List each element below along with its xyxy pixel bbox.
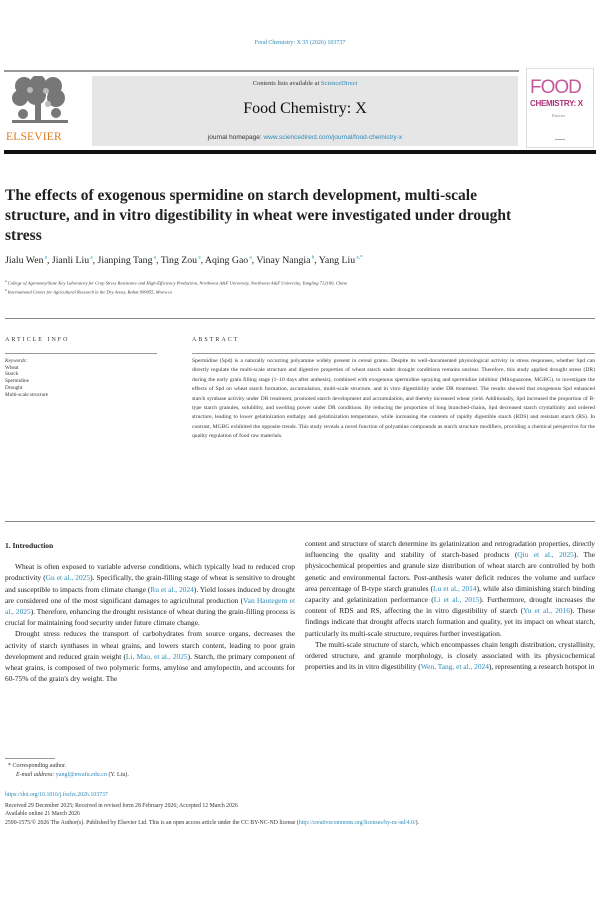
author-name[interactable]: Jianli Liu (51, 255, 90, 266)
affiliation-marker[interactable]: b (310, 255, 315, 261)
citation-link[interactable]: Van Hautegem et al., 2025 (5, 595, 295, 617)
elsevier-logo[interactable] (6, 76, 76, 146)
footnotes (8, 762, 129, 780)
license-suffix: ). (415, 819, 419, 826)
homepage-line (92, 134, 518, 141)
divider (192, 353, 595, 354)
affiliation-marker[interactable]: a (197, 255, 201, 261)
citation-link[interactable]: Yu et al., 2016 (523, 606, 570, 616)
affiliation-marker[interactable]: a (248, 255, 252, 261)
contents-prefix: Contents lists available at (252, 80, 321, 87)
divider (5, 521, 595, 522)
citation-link[interactable]: Ru et al., 2024 (150, 584, 194, 594)
contents-line (92, 80, 518, 87)
article-info-heading: ARTICLE INFO (5, 337, 70, 343)
affiliation-marker[interactable]: a (89, 255, 93, 261)
license-link[interactable]: http://creativecommons.org/licenses/by-nc-nd/4.0/ (298, 819, 416, 826)
masthead (4, 64, 596, 154)
available-online: Available online 21 March 2026 (5, 811, 80, 818)
journal-citation-link[interactable]: Food Chemistry: X 35 (2026) 103737 (254, 40, 346, 46)
author-name[interactable]: Aqing Gao (204, 255, 249, 266)
received-dates: Received 29 December 2025; Received in revised form 28 February 2026; Accepted 12 March 2026 (5, 802, 238, 809)
author-name[interactable]: Yang Liu (318, 255, 356, 266)
email-suffix: (Y. Liu). (106, 772, 129, 778)
corresponding-author-note: * Corresponding author. (8, 763, 67, 769)
affiliation-marker[interactable]: a,* (355, 255, 363, 261)
paragraph: Wheat is often exposed to variable adverse conditions, which typically lead to reduced crop productivity (Gu et al., 2025). Specifically, the grain-filling stage of wheat is sensitive to drought and susceptible to impacts from climate change (Ru et al., 2024). Yield losses induced by drought are considered one of the most significant damages to agricultural production (Van Hautegem et al., 2025). Therefore, enhancing the drought resistance of wheat during the grain-filling process is crucial for maintaining food security under future climate change. (5, 562, 296, 628)
masthead-divider (4, 150, 596, 154)
journal-title: Food Chemistry: X (243, 100, 367, 117)
citation-link[interactable]: Wen, Tang, et al., 2024 (420, 662, 489, 672)
section-heading-introduction: 1. Introduction (5, 541, 54, 550)
sciencedirect-link[interactable]: ScienceDirect (320, 80, 358, 87)
affiliation-marker: b (5, 287, 8, 292)
citation-link[interactable]: Li et al., 2015 (433, 595, 480, 605)
homepage-prefix: journal homepage: (207, 134, 264, 141)
cover-mark (555, 139, 565, 140)
cover-title-chemistry: CHEMISTRY: X (530, 99, 583, 108)
keyword: Spermidine (5, 378, 29, 385)
affiliation: $^a$ College of Agronomy/State Key Laboratory for Crop Stress Resistance and High-Efficiency Production, Northwest A&F University, Northwest A&F University, Yangling 712100, China (5, 279, 347, 286)
elsevier-wordmark: ELSEVIER (6, 131, 62, 143)
keyword: Multi-scale structure (5, 391, 49, 398)
keyword: Starch (5, 371, 19, 378)
citation-link[interactable]: Qiu et al., 2025 (517, 550, 574, 560)
email-line (8, 771, 129, 780)
affiliation-marker[interactable]: a (43, 255, 47, 261)
journal-homepage-link[interactable]: www.sciencedirect.com/journal/food-chemistry-x (263, 134, 403, 141)
affiliation-marker: a (5, 279, 8, 283)
affiliation: $^b$ International Center for Agricultural Research in the Dry Areas, Rabat 999055, Morocco (5, 287, 173, 295)
keyword: Wheat (5, 364, 19, 371)
license-text: 2590-1575/© 2026 The Author(s). Published by Elsevier Ltd. This is an open access article under the CC BY-NC-ND license ( (5, 819, 299, 826)
article-title: The effects of exogenous spermidine on starch development, multi-scale structure, and in vitro digestibility in wheat were investigated under drought stress (5, 187, 512, 244)
citation-link[interactable]: Gu et al., 2025 (45, 573, 91, 583)
author-name[interactable]: Jianping Tang (97, 255, 153, 266)
elsevier-tree-icon (8, 76, 72, 128)
body-column-right (305, 538, 595, 672)
author-name[interactable]: Jialu Wen (5, 255, 44, 266)
divider (5, 318, 595, 319)
paragraph: content and structure of starch determine its gelatinization and retrogradation properties, directly influencing the quality and stability of starch-based products (Qiu et al., 2025). The physicochemical properties and granule size distribution of wheat starch are controlled by both genetic and environmental factors. Post-anthesis water deficit reduces the volume and surface area percentage of B-type starch granules (Lu et al., 2014), while also diminishing starch binding capacity and gelatinization performance (Li et al., 2015). Furthermore, drought increases the content of RDS and RS, affecting the in vitro digestibility of starch (Yu et al., 2016). These findings indicate that drought affects starch formation and quality, yet its impact on wheat starch, particularly its multi-scale structure, requires further investigation. (305, 539, 596, 638)
license-line (5, 819, 595, 828)
divider (4, 70, 519, 72)
author-name[interactable]: Ting Zou (160, 255, 198, 266)
doi-link[interactable]: https://doi.org/10.1016/j.fochx.2026.103737 (5, 792, 108, 798)
paragraph: Drought stress reduces the transport of carbohydrates from source organs, decreases the activity of starch synthases in wheat grains, and lowers starch content, leading to poor grain development and reduced grain weight (Li, Mao, et al., 2025). Starch, the primary component of wheat grains, is composed of two polymeric forms, amylose and amylopectin, and accounts for 60-75% of the grain's dry weight. The (5, 629, 296, 684)
cover-title-food: FOOD (530, 77, 581, 98)
keywords-list (5, 358, 155, 398)
abstract-heading: ABSTRACT (192, 337, 240, 343)
citation-link[interactable]: Lu et al., 2014 (433, 583, 477, 593)
running-head[interactable] (0, 40, 600, 46)
article-metadata (5, 791, 595, 827)
paragraph: The multi-scale structure of starch, which encompasses chain length distribution, crystallinity, ordered structure, and granule morphology, is closely associated with its physicochemical properties and its in vitro digestibility (Wen, Tang, et al., 2024), representing a research hotspot in (305, 639, 595, 672)
affiliations (5, 278, 595, 295)
cover-publisher: Elsevier (552, 113, 566, 118)
footnote-divider (5, 758, 55, 759)
citation-link[interactable]: Li, Mao, et al., 2025 (125, 651, 188, 661)
email-label: E-mail address: (16, 772, 56, 778)
keyword: Drought (5, 384, 23, 391)
email-link[interactable]: yangl@nwafu.edu.cn (55, 772, 107, 778)
journal-cover-image[interactable] (526, 68, 594, 148)
journal-box (92, 76, 518, 146)
author-list: Jialu Wen $^a$, Jianli Liu $^a$, Jianping Tang $^a$, Ting Zou $^a$, Aqing Gao $^a$, Vinay Nangia $^b$, Yang Liu $^{a,*}$ (5, 255, 363, 266)
author-name[interactable]: Vinay Nangia (256, 255, 311, 266)
abstract-text: Spermidine (Spd) is a naturally occurring polyamine widely present in cereal grains. Despite its well-documented physiological activity in stress responses, whether Spd can directly regulate the multi-scale structure and digestive properties of wheat starch under drought conditions remains unclear. Therefore, this study applied drought stress (DR) during the early grain filling stage (1–10 days after anthesis), combined with exogenous spermidine spraying and spermidine inhibitor (Mitoguazone, MGBG), to investigate the effects of Spd on wheat starch formation, accumulation, multi-scale structure, and in vitro digestibility under DR treatment. The results showed that exogenous Spd enhanced starch synthase activity under DR treatment, promoted starch development and accumulation, and thereby increased wheat yield. Additionally, Spd increased the proportion of B-type starch granules, solubility, and swelling power under DR conditions. By reducing the proportion of long branched-chains, Spd decreased starch crystallinity and ordered structure, leading to lower gelatinization enthalpy and gelatinization temperature, while increasing the contents of rapidly digestible starch (RDS) and resistant starch (RS). In contrast, MGBG exhibited the opposite trends. This study reveals a novel function of polyamine compounds as starch structure modifiers, providing a chemical perspective for the quality regulation of food raw materials. (192, 358, 595, 440)
divider (5, 353, 157, 354)
affiliation-marker[interactable]: a (152, 255, 156, 261)
body-column-left (5, 540, 295, 684)
keywords-label: Keywords: (5, 358, 28, 364)
